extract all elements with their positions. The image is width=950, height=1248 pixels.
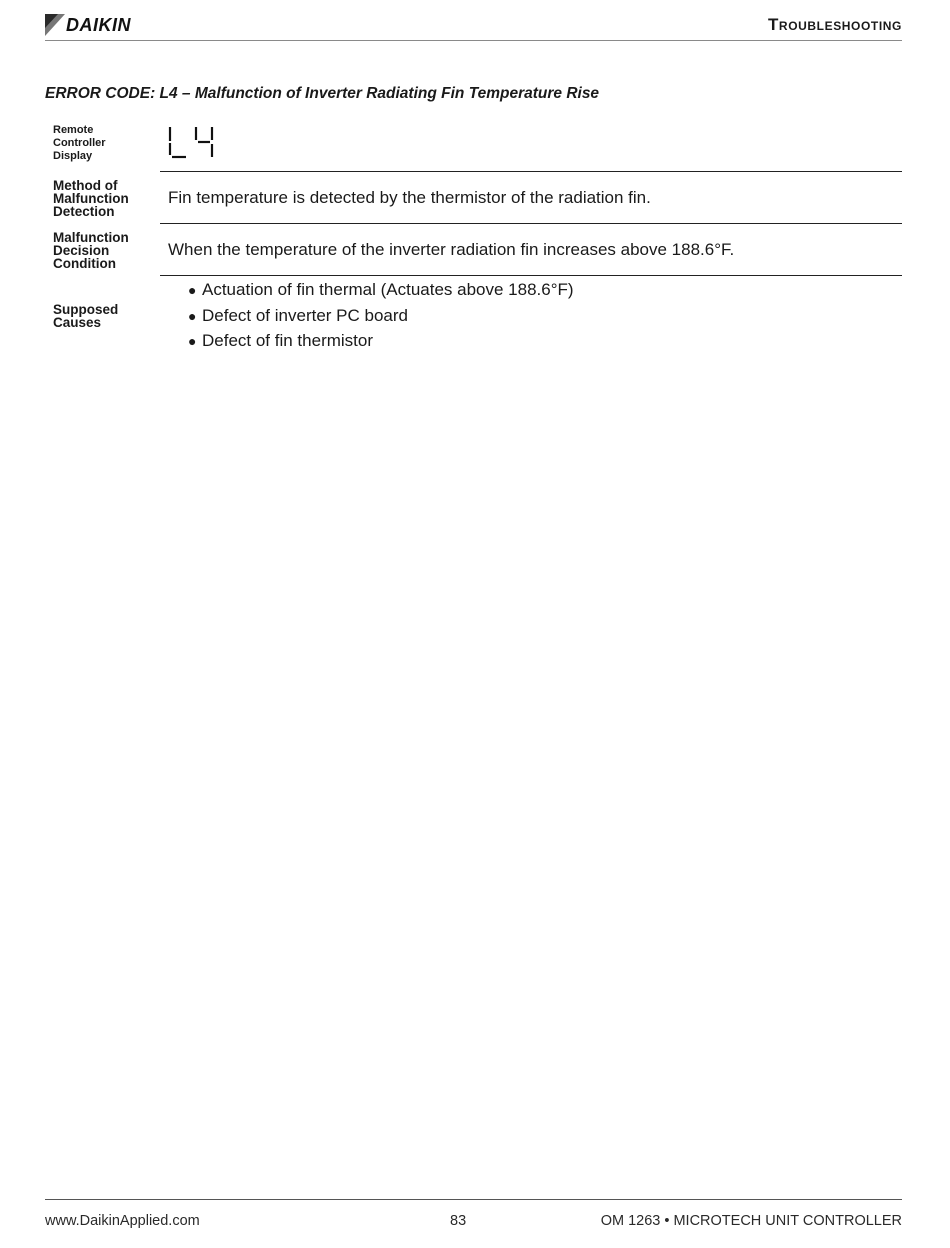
list-item	[188, 279, 574, 305]
remote-display-label	[53, 124, 153, 163]
error-code-title: ERROR CODE: L4 – Malfunction of Inverter Radiating Fin Temperature Rise	[45, 85, 600, 102]
decision-label	[53, 231, 153, 270]
label-line: Remote	[53, 124, 94, 136]
document-id: OM 1263 • MICROTECH UNIT CONTROLLER	[600, 1213, 902, 1229]
label-line: Condition	[53, 256, 116, 271]
label-line: Detection	[53, 204, 115, 219]
causes-list	[188, 279, 574, 356]
method-label	[53, 179, 153, 218]
label-line: Causes	[53, 315, 102, 330]
label-line: Supposed	[53, 302, 119, 317]
cause-text: Actuation of fin thermal (Actuates above 188.6°F)	[202, 280, 574, 299]
daikin-logo	[45, 14, 131, 36]
page-number: 83	[450, 1213, 467, 1229]
decision-text: When the temperature of the inverter radiation fin increases above 188.6°F.	[168, 240, 735, 259]
table-divider	[160, 275, 902, 276]
bullet-icon: ●	[188, 282, 197, 298]
daikin-logo-mark-icon	[45, 14, 65, 36]
list-item	[188, 330, 574, 356]
bullet-icon: ●	[188, 333, 197, 349]
method-text: Fin temperature is detected by the thermistor of the radiation fin.	[168, 188, 651, 207]
section-title: Troubleshooting	[767, 15, 902, 34]
label-line: Decision	[53, 243, 110, 258]
label-line: Malfunction	[53, 230, 129, 245]
causes-label	[53, 303, 153, 329]
seven-segment-error-code-icon	[166, 124, 218, 160]
brand-name: DAIKIN	[66, 14, 131, 35]
list-item	[188, 305, 574, 331]
footer-website-link[interactable]: www.DaikinApplied.com	[45, 1213, 200, 1229]
bullet-icon: ●	[188, 307, 197, 324]
label-line: Malfunction	[53, 191, 129, 206]
label-line: Method of	[53, 178, 118, 193]
cause-text: Defect of fin thermistor	[202, 331, 374, 350]
cause-text: Defect of inverter PC board	[202, 305, 408, 325]
page-header	[45, 12, 902, 41]
label-line: Controller	[53, 137, 106, 149]
label-line: Display	[53, 150, 93, 162]
footer-divider	[45, 1199, 902, 1200]
table-divider	[160, 223, 902, 224]
table-divider	[160, 171, 902, 172]
